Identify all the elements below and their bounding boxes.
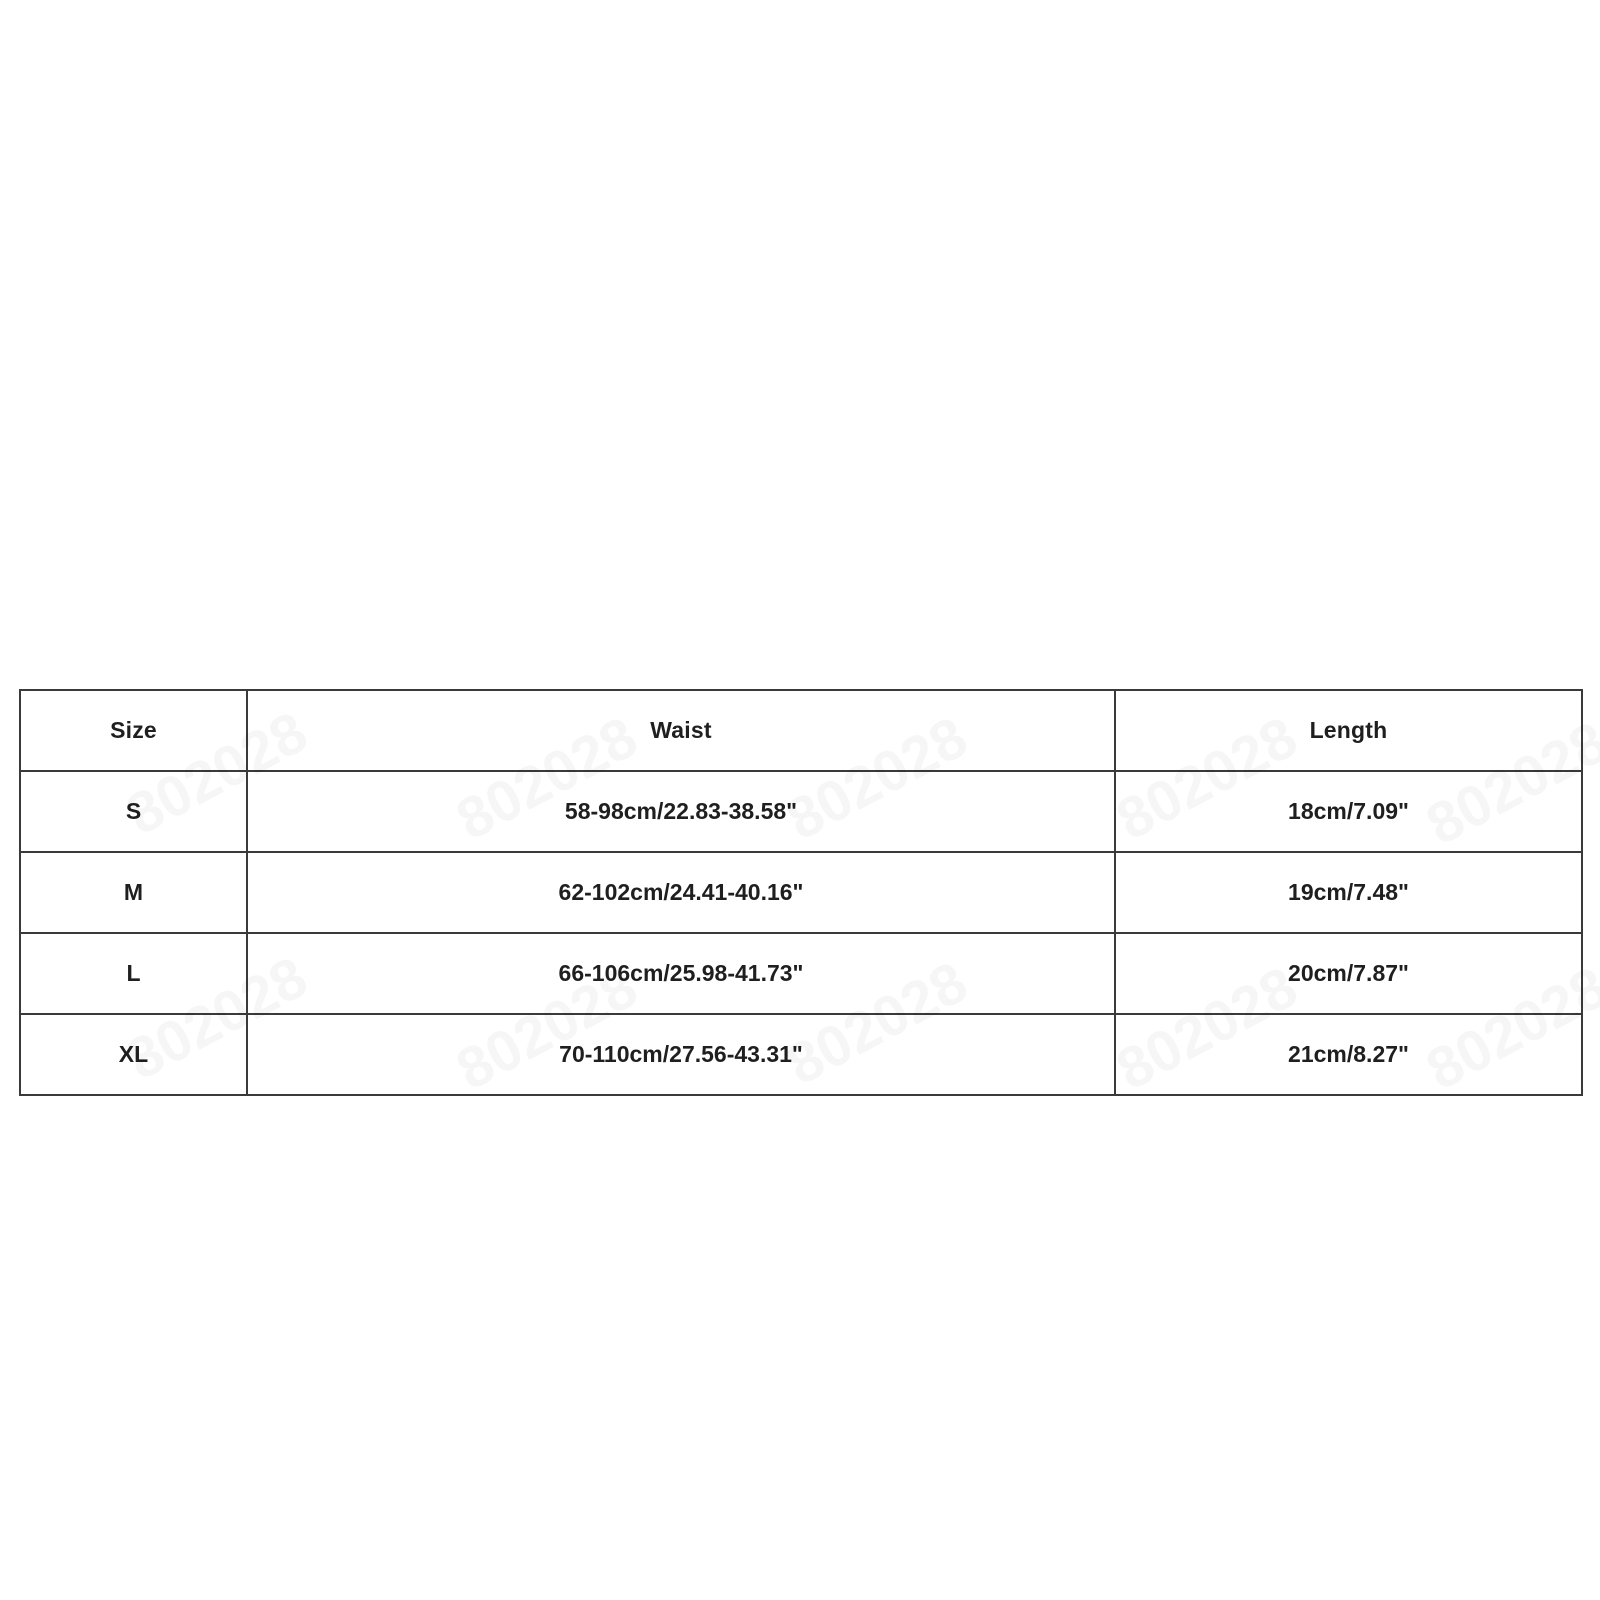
size-chart-table bbox=[19, 689, 1583, 1096]
table-header-row bbox=[20, 690, 1582, 771]
header-waist: Waist bbox=[247, 690, 1115, 771]
waist-cell: 66-106cm/25.98-41.73" bbox=[247, 933, 1115, 1014]
length-cell: 19cm/7.48" bbox=[1115, 852, 1582, 933]
header-size: Size bbox=[20, 690, 247, 771]
table-row bbox=[20, 852, 1582, 933]
length-cell: 18cm/7.09" bbox=[1115, 771, 1582, 852]
size-cell: L bbox=[20, 933, 247, 1014]
header-length: Length bbox=[1115, 690, 1582, 771]
table-row bbox=[20, 933, 1582, 1014]
waist-cell: 62-102cm/24.41-40.16" bbox=[247, 852, 1115, 933]
table-row bbox=[20, 1014, 1582, 1095]
size-cell: S bbox=[20, 771, 247, 852]
length-cell: 21cm/8.27" bbox=[1115, 1014, 1582, 1095]
waist-cell: 58-98cm/22.83-38.58" bbox=[247, 771, 1115, 852]
size-cell: XL bbox=[20, 1014, 247, 1095]
length-cell: 20cm/7.87" bbox=[1115, 933, 1582, 1014]
size-cell: M bbox=[20, 852, 247, 933]
table-row bbox=[20, 771, 1582, 852]
waist-cell: 70-110cm/27.56-43.31" bbox=[247, 1014, 1115, 1095]
